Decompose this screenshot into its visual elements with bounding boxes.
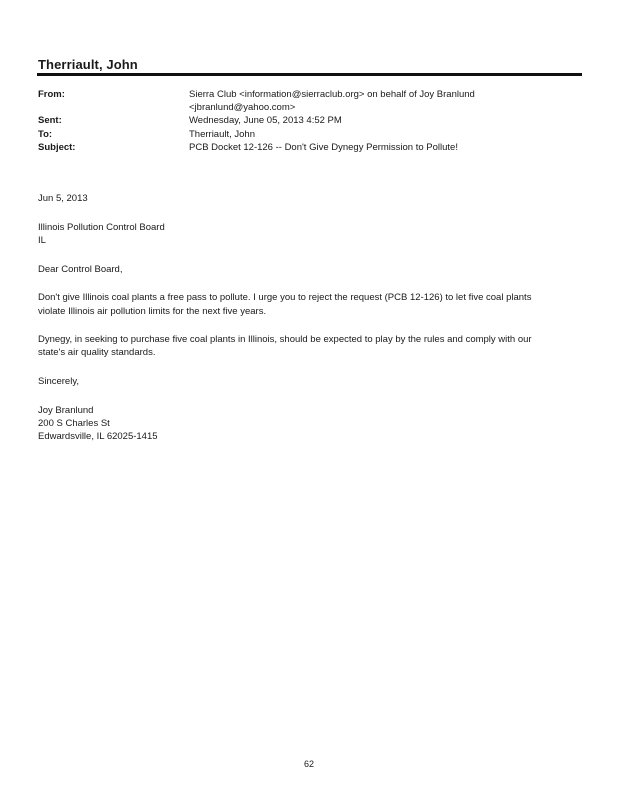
from-value-line1: Sierra Club <information@sierraclub.org> on behalf of Joy Branlund [189, 89, 475, 100]
signer-street: 200 S Charles St [38, 418, 110, 430]
header-divider [37, 73, 582, 76]
body-paragraph-2-line2: state's air quality standards. [38, 347, 156, 359]
body-paragraph-1 [38, 291, 583, 317]
email-header [38, 88, 583, 154]
signer-city: Edwardsville, IL 62025-1415 [38, 431, 158, 443]
subject-label: Subject: [38, 141, 76, 153]
signer-name: Joy Branlund [38, 404, 94, 416]
from-value-line2: <jbranlund@yahoo.com> [189, 102, 296, 114]
sent-row [38, 114, 583, 127]
addressee-line1: Illinois Pollution Control Board [38, 221, 165, 233]
to-row [38, 128, 583, 141]
from-label: From: [38, 89, 65, 100]
subject-value: PCB Docket 12-126 -- Don't Give Dynegy Permission to Pollute! [189, 141, 458, 153]
letter-date-paragraph [38, 192, 583, 205]
sent-label: Sent: [38, 115, 62, 127]
salutation-paragraph [38, 263, 583, 276]
salutation: Dear Control Board, [38, 263, 123, 275]
to-value: Therriault, John [189, 128, 256, 140]
recipient-name-heading: Therriault, John [38, 57, 138, 72]
body-paragraph-2 [38, 333, 583, 359]
page-number: 62 [303, 759, 314, 769]
addressee-block [38, 221, 583, 247]
signature-block [38, 404, 583, 444]
letter-date: Jun 5, 2013 [38, 193, 88, 204]
from-row [38, 88, 583, 114]
sent-value: Wednesday, June 05, 2013 4:52 PM [189, 115, 342, 127]
to-label: To: [38, 128, 53, 140]
body-paragraph-2-line1: Dynegy, in seeking to purchase five coal plants in Illinois, should be expected to play by the rules and comply with our [38, 334, 532, 346]
body-paragraph-1-line2: violate Illinois air pollution limits for the next five years. [38, 305, 267, 317]
closing: Sincerely, [38, 376, 80, 388]
addressee-line2: IL [38, 234, 46, 246]
body-paragraph-1-line1: Don't give Illinois coal plants a free pass to pollute. I urge you to reject the request (PCB 12-126) to let five coal plants [38, 292, 532, 304]
subject-row [38, 141, 583, 154]
letter-body [38, 192, 583, 459]
closing-paragraph [38, 375, 583, 388]
